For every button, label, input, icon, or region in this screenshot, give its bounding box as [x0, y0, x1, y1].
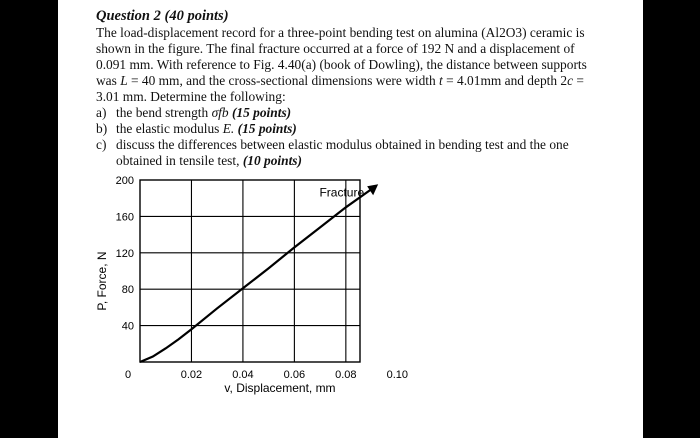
question-title: Question 2 (40 points): [96, 8, 229, 24]
problem-line-4: was L = 40 mm, and the cross-sectional dimensions were width t = 4.01mm and depth 2c =: [96, 73, 584, 88]
part-a: a) the bend strength σfb (15 points): [96, 105, 292, 120]
x-tick-label-0: 0.02: [180, 369, 203, 381]
y-tick-label-1: 80: [121, 284, 134, 297]
x-tick-label-2: 0.06: [283, 369, 306, 381]
y-tick-label-3: 160: [115, 211, 134, 224]
x-tick-label-3: 0.08: [335, 369, 357, 381]
part-c-line-1: c) discuss the differences between elastic modulus obtained in bending test and the one: [96, 137, 569, 152]
y-tick-label-2: 120: [115, 247, 134, 260]
problem-line-2: shown in the figure. The final fracture occurred at a force of 192 N and a displacement of: [96, 41, 575, 56]
x-tick-labels: [181, 369, 408, 381]
document-page: [58, 0, 643, 438]
fracture-annotation: Fracture: [319, 185, 365, 200]
part-b: b) the elastic modulus E. (15 points): [96, 121, 297, 136]
plot-frame: [140, 180, 360, 362]
problem-line-3: 0.091 mm. With reference to Fig. 4.40(a) (book of Dowling), the distance between supports: [96, 57, 587, 72]
problem-line-5: 3.01 mm. Determine the following:: [96, 89, 286, 104]
load-curve: [140, 187, 374, 362]
x-tick-label-4: 0.10: [386, 369, 409, 381]
load-displacement-chart: [58, 0, 643, 438]
x-tick-label-1: 0.04: [232, 369, 254, 381]
chart-grid: [140, 180, 360, 362]
origin-label: 0: [124, 369, 132, 381]
problem-line-1: The load-displacement record for a three-point bending test on alumina (Al2O3) ceramic is: [96, 25, 585, 40]
x-axis-label: v, Displacement, mm: [224, 381, 336, 395]
y-tick-labels: [116, 175, 134, 333]
y-tick-label-0: 40: [121, 320, 134, 333]
y-tick-label-4: 200: [115, 175, 134, 187]
part-c-line-2: obtained in tensile test, (10 points): [116, 153, 302, 168]
y-axis-label: P, Force, N: [95, 251, 109, 311]
